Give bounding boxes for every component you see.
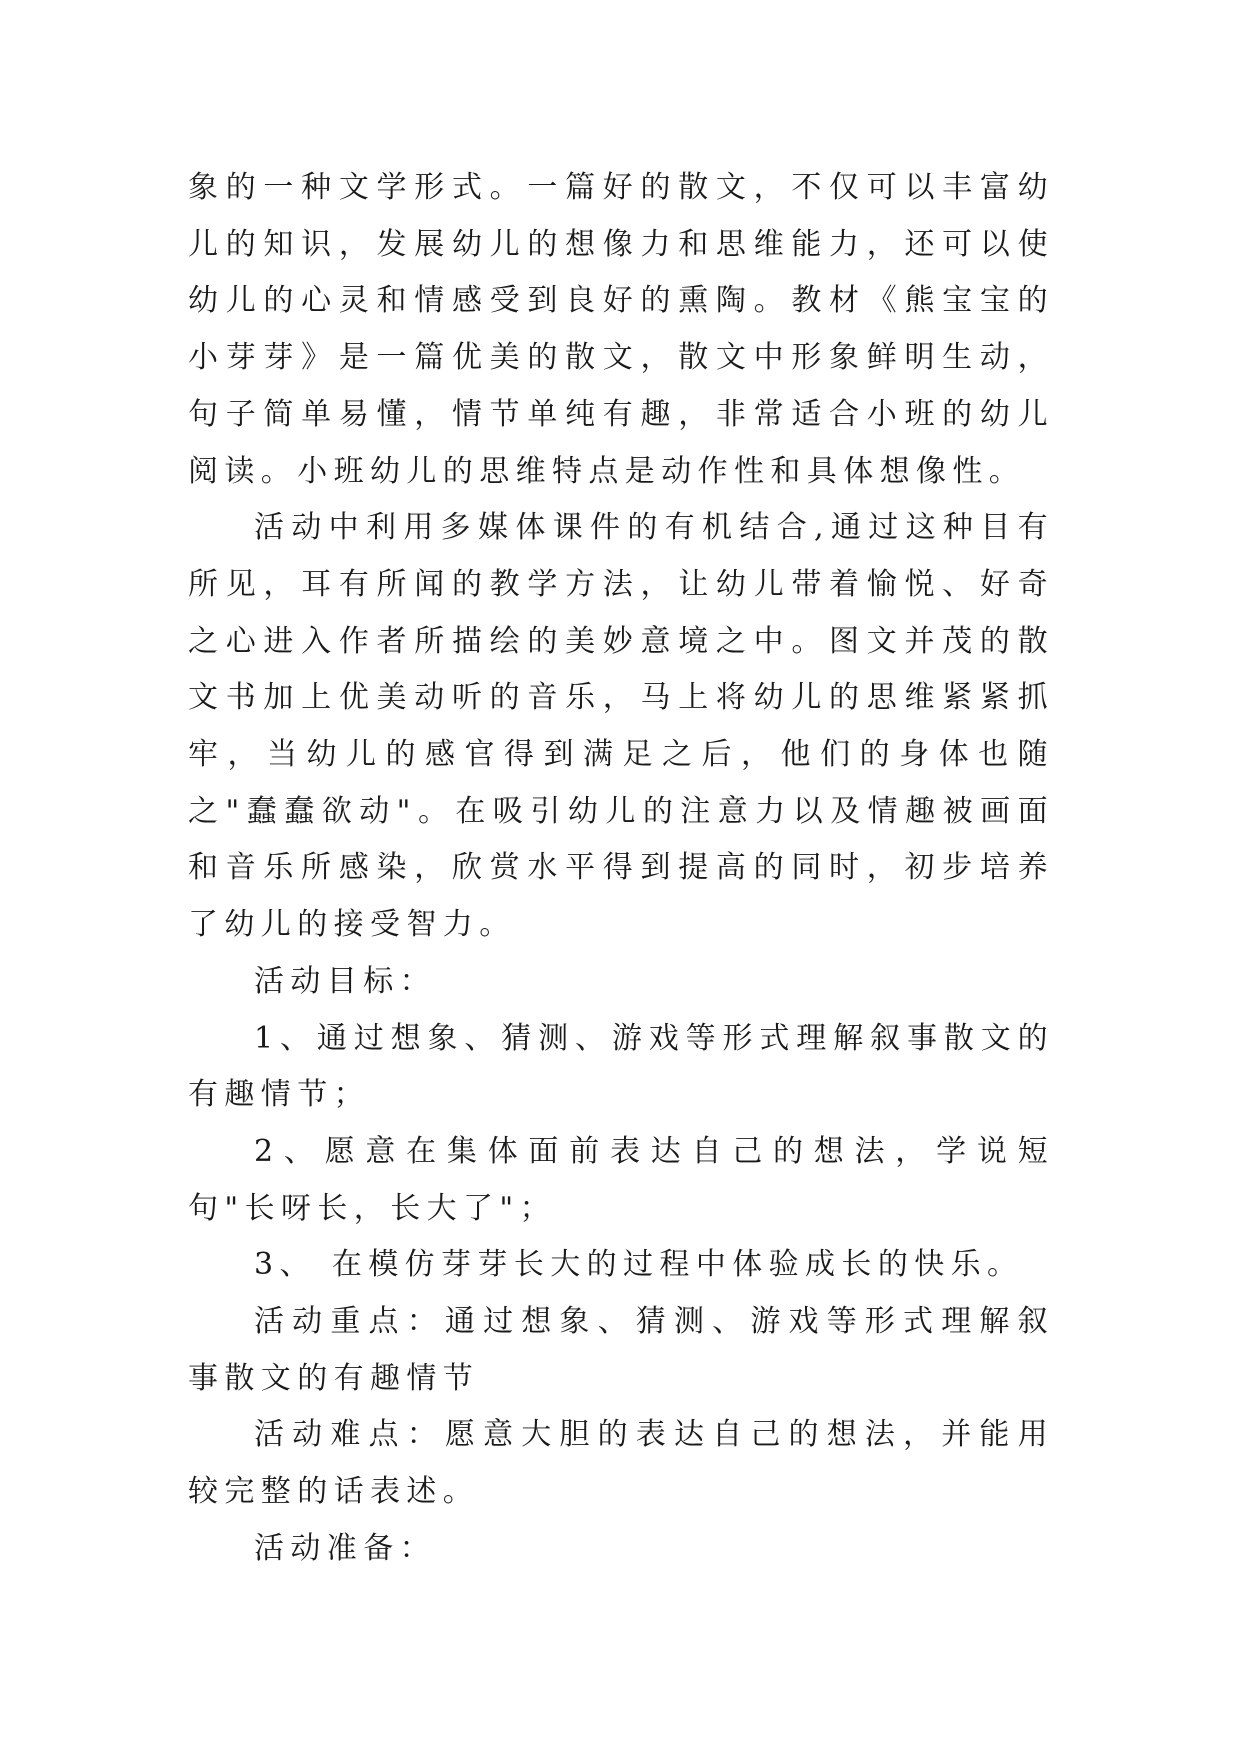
goal-item-2: 2、愿意在集体面前表达自己的想法，学说短句"长呀长，长大了"；	[188, 1133, 1054, 1226]
document-body	[188, 160, 1054, 1578]
heading-activity-preparation: 活动准备：	[254, 1530, 436, 1566]
goal-item-3: 3、 在模仿芽芽长大的过程中体验成长的快乐。	[254, 1247, 1024, 1283]
activity-key-point: 活动重点：通过想象、猜测、游戏等形式理解叙事散文的有趣情节	[188, 1304, 1054, 1396]
paragraph-intro-continued: 象的一种文学形式。一篇好的散文，不仅可以丰富幼儿的知识，发展幼儿的想像力和思维能力，还可以使幼儿的心灵和情感受到良好的熏陶。教材《熊宝宝的小芽芽》是一篇优美的散文，散文中形象鲜明生动，句子简单易懂，情节单纯有趣，非常适合小班的幼儿阅读。小班幼儿的思维特点是动作性和具体想像性。	[188, 170, 1054, 489]
paragraph-multimedia: 活动中利用多媒体课件的有机结合,通过这种目有所见，耳有所闻的教学方法，让幼儿带着愉悦、好奇之心进入作者所描绘的美妙意境之中。图文并茂的散文书加上优美动听的音乐，马上将幼儿的思维紧紧抓牢，当幼儿的感官得到满足之后，他们的身体也随之"蠢蠢欲动"。在吸引幼儿的注意力以及情趣被画面和音乐所感染，欣赏水平得到提高的同时，初步培养了幼儿的接受智力。	[188, 510, 1054, 943]
goal-item-1: 1、通过想象、猜测、游戏等形式理解叙事散文的有趣情节；	[188, 1020, 1054, 1113]
heading-activity-goals: 活动目标：	[254, 963, 436, 999]
activity-difficulty: 活动难点：愿意大胆的表达自己的想法，并能用较完整的话表述。	[188, 1417, 1054, 1510]
